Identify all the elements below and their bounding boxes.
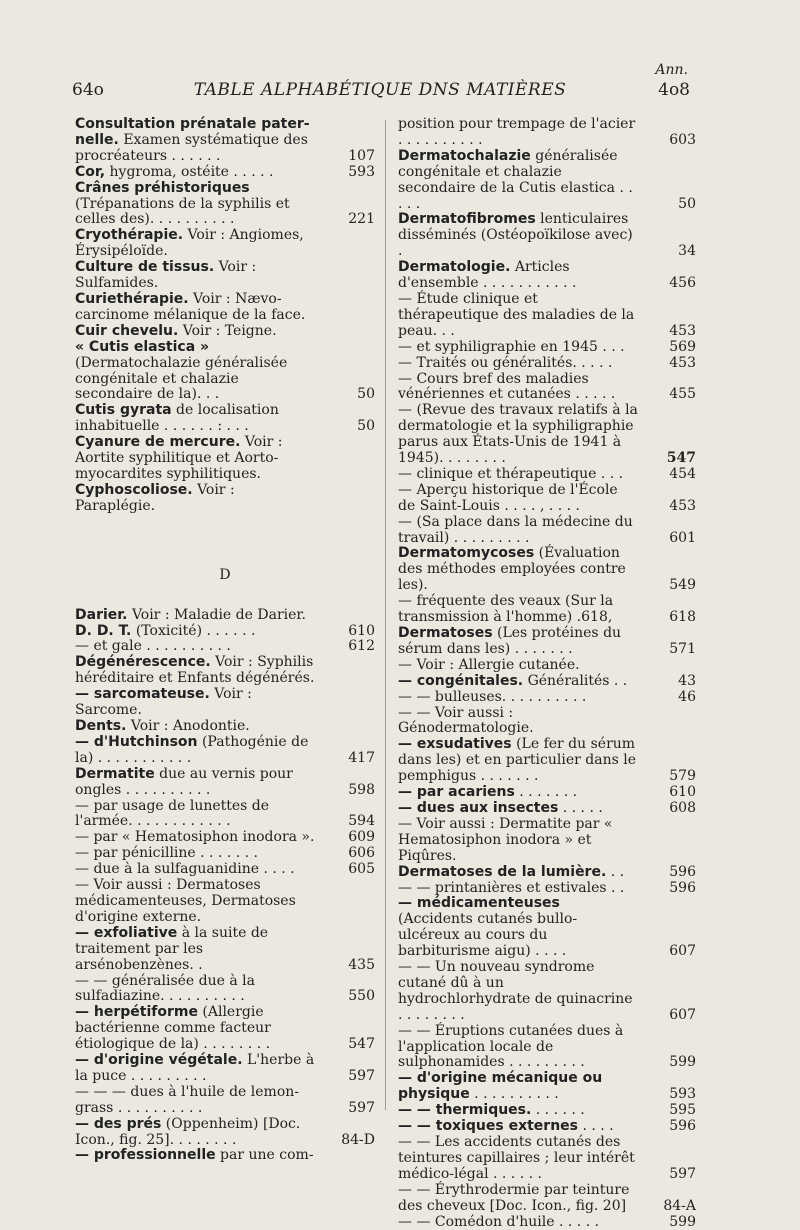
entry-text <box>398 801 638 817</box>
left-column <box>75 117 375 1164</box>
entry-text <box>398 372 638 404</box>
entry-description: généralisée congénitale et chalazie secondaire de la Cutis elastica . . . . . <box>398 147 633 212</box>
page-reference: 595 <box>669 1102 696 1119</box>
index-entry <box>398 706 696 738</box>
entry-text <box>398 865 638 881</box>
entry-description: (Le fer du sérum dans les) et en particulier dans le pemphigus . . . . . . . <box>398 736 636 785</box>
entry-keyword: — d'Hutchinson <box>75 733 198 750</box>
page-reference: 618 <box>669 609 696 626</box>
page-title: TABLE ALPHABÉTIQUE DNS MATIÈRES <box>193 80 567 100</box>
index-entry <box>75 117 375 165</box>
entry-keyword: « Cutis elastica » <box>75 338 210 355</box>
index-entry <box>398 658 696 674</box>
entry-text <box>398 546 638 594</box>
entry-description: (Trépanations de la syphilis et celles des). . . . . . . . . . <box>75 195 290 228</box>
page-reference: 605 <box>348 861 375 878</box>
entry-text <box>75 324 317 340</box>
entry-text <box>398 626 638 658</box>
index-entry <box>398 149 696 213</box>
entry-keyword: Cryothérapie. <box>75 227 184 244</box>
page-reference: 50 <box>678 195 696 212</box>
page-reference: 547 <box>348 1036 375 1053</box>
page-reference: 549 <box>669 577 696 594</box>
entry-text <box>398 896 638 960</box>
entry-text <box>75 639 317 655</box>
entry-description: (Évaluation des méthodes employées contre les). <box>398 545 626 594</box>
entry-text <box>75 608 317 624</box>
entry-description: L'herbe à la puce . . . . . . . . . <box>75 1052 315 1084</box>
index-entry <box>75 687 375 719</box>
entry-description: Examen systématique des procréateurs . . . . . . <box>75 131 308 164</box>
entry-text <box>398 1183 638 1215</box>
index-entry <box>398 817 696 865</box>
entry-description: . . . . . . <box>531 1102 585 1119</box>
entry-description: hygroma, ostéite . . . . . <box>105 163 274 180</box>
index-entry <box>398 865 696 881</box>
page-reference: 50 <box>357 418 375 435</box>
index-entry <box>398 690 696 706</box>
index-entry <box>75 624 375 640</box>
index-entry <box>398 546 696 594</box>
entry-text <box>75 1148 317 1164</box>
page-reference: 456 <box>669 275 696 292</box>
page-reference: 609 <box>348 829 375 846</box>
entry-keyword: — — thermiques. <box>398 1102 532 1119</box>
entry-keyword: Dégénérescence. <box>75 654 211 671</box>
entry-text <box>398 1103 638 1119</box>
entry-description: lenticulaires disséminés (Ostéopoïkilose avec) . <box>398 211 633 260</box>
page-reference: 453 <box>669 322 696 339</box>
entry-description: — — bulleuses. . . . . . . . . . <box>398 688 587 705</box>
entry-keyword: Cyanure de mercure. <box>75 434 241 451</box>
page-reference: 596 <box>669 863 696 880</box>
entry-description: Articles d'ensemble . . . . . . . . . . . <box>398 259 577 292</box>
entry-text <box>75 1085 317 1117</box>
index-entry <box>398 467 696 483</box>
entry-text <box>75 862 317 878</box>
index-entry <box>75 608 375 624</box>
index-entry <box>398 372 696 404</box>
page-number-left: 64o <box>72 80 104 100</box>
entry-text <box>75 687 317 719</box>
entry-description: position pour trempage de l'acier . . . . . . . . . . <box>398 116 636 148</box>
page-reference: 608 <box>669 799 696 816</box>
entry-description: — — généralisée due à la sulfadiazine. . . . . . . . . . <box>75 972 255 1005</box>
entry-text <box>75 974 317 1006</box>
entry-text <box>398 1119 638 1135</box>
entry-keyword: Culture de tissus. <box>75 259 215 276</box>
index-entry <box>75 878 375 926</box>
entry-description: — clinique et thérapeutique . . . <box>398 465 624 482</box>
entry-text <box>398 674 638 690</box>
entry-text <box>398 960 638 1024</box>
entry-keyword: Darier. <box>75 606 128 623</box>
entry-description: — Étude clinique et thérapeutique des maladies de la peau. . . <box>398 290 635 339</box>
entry-text <box>75 624 317 640</box>
entry-text <box>75 1117 317 1149</box>
entry-keyword: Curiethérapie. <box>75 290 189 307</box>
entry-text <box>75 767 317 799</box>
entry-keyword: Dermatite <box>75 765 155 782</box>
entry-text <box>75 165 317 181</box>
page-reference: 607 <box>669 943 696 960</box>
entry-keyword: Dermatoses de la lumière. <box>398 863 607 880</box>
page-reference: 597 <box>669 1165 696 1182</box>
entry-description: — — Voir aussi : Génodermatologie. <box>398 704 534 737</box>
page-reference: 596 <box>669 879 696 896</box>
entry-text <box>75 228 317 260</box>
entry-keyword: — dues aux insectes <box>398 799 559 816</box>
page-reference: 34 <box>678 243 696 260</box>
entry-text <box>398 356 638 372</box>
entry-description: (Pathogénie de la) . . . . . . . . . . . <box>75 733 309 766</box>
page-reference: 603 <box>669 131 696 148</box>
entry-description: — par usage de lunettes de l'armée. . . . . . . . . . . . <box>75 797 270 830</box>
entry-text <box>75 340 317 404</box>
entry-text <box>398 483 638 515</box>
entry-text <box>75 926 317 974</box>
index-entry <box>398 1183 696 1215</box>
page-reference: 606 <box>348 845 375 862</box>
page-reference: 599 <box>669 1213 696 1230</box>
entry-keyword: — congénitales. <box>398 672 524 689</box>
entry-description: Voir : Angiomes, Érysipéloïde. <box>75 227 304 260</box>
index-entry <box>75 1117 375 1149</box>
index-entry <box>75 655 375 687</box>
entry-keyword: Dermatomycoses <box>398 545 535 562</box>
page-reference: 593 <box>669 1086 696 1103</box>
entry-keyword: — médicamenteuses <box>398 895 560 912</box>
index-entry <box>398 626 696 658</box>
entries-d <box>75 608 375 1165</box>
index-entry <box>75 324 375 340</box>
entry-keyword: Dermatochalazie <box>398 147 531 164</box>
index-entry <box>75 228 375 260</box>
index-entry <box>398 212 696 260</box>
index-entry <box>398 801 696 817</box>
entry-description: — et syphiligraphie en 1945 . . . <box>398 338 625 355</box>
entry-keyword: — sarcomateuse. <box>75 686 210 703</box>
entry-description: — (Revue des travaux relatifs à la dermatologie et la syphiligraphie parus aux États-Unis de 1941 à 1945). . . . . . . . <box>398 402 638 467</box>
entry-keyword: Cor, <box>75 163 106 180</box>
entry-description: . . . . <box>578 1118 614 1135</box>
page-reference: 453 <box>669 497 696 514</box>
entry-description: Voir : Sarcome. <box>75 686 252 719</box>
entry-text <box>398 149 638 213</box>
page-reference: 46 <box>678 688 696 705</box>
page-reference: 597 <box>348 1067 375 1084</box>
entry-text <box>75 655 317 687</box>
entry-text <box>398 292 638 340</box>
entry-description: (Accidents cutanés bullo-ulcéreux au cours du barbiturisme aigu) . . . . <box>398 911 578 960</box>
entry-text <box>398 260 638 292</box>
entry-keyword: — d'origine végétale. <box>75 1052 243 1069</box>
index-entry <box>75 165 375 181</box>
entry-keyword: Cutis gyrata <box>75 402 172 419</box>
right-column <box>398 117 696 1230</box>
index-entry <box>398 1135 696 1183</box>
entry-description: — — Éruptions cutanées dues à l'application locale de sulphonamides . . . . . . . . . <box>398 1022 624 1071</box>
entry-description: Voir : Nævo-carcinome mélanique de la face. <box>75 290 306 323</box>
entry-description: — — printanières et estivales . . <box>398 879 625 896</box>
entry-description: due au vernis pour ongles . . . . . . . . . . <box>75 765 293 798</box>
entry-text <box>75 1053 317 1085</box>
entry-text <box>398 212 638 260</box>
entry-description: — Traités ou généralités. . . . . <box>398 354 613 371</box>
index-entry <box>75 767 375 799</box>
page-reference: 455 <box>669 386 696 403</box>
entry-text <box>75 483 317 515</box>
page-reference: 593 <box>348 163 375 180</box>
running-header <box>60 60 700 110</box>
entry-text <box>75 403 317 435</box>
index-entry <box>75 1085 375 1117</box>
index-entry <box>75 799 375 831</box>
entry-description: Voir : Syphilis héréditaire et Enfants dégénérés. <box>75 654 315 687</box>
page-reference: 571 <box>669 640 696 657</box>
entry-text <box>398 467 638 483</box>
page-reference: 107 <box>348 147 375 164</box>
index-entry <box>75 639 375 655</box>
index-entry <box>398 1119 696 1135</box>
index-entry <box>398 515 696 547</box>
entry-description: Voir : Paraplégie. <box>75 481 235 514</box>
entry-keyword: — professionnelle <box>75 1147 216 1164</box>
entry-keyword: — exsudatives <box>398 736 512 753</box>
index-entry <box>75 862 375 878</box>
entry-text <box>75 846 317 862</box>
index-entry <box>398 1103 696 1119</box>
entry-description: — fréquente des veaux (Sur la transmission à l'homme) .618, <box>398 593 614 626</box>
entry-description: (Allergie bactérienne comme facteur étiologique de la) . . . . . . . . <box>75 1004 271 1053</box>
page-reference: 594 <box>348 813 375 830</box>
index-entry <box>75 1148 375 1164</box>
page-reference: 550 <box>348 988 375 1005</box>
page-reference: 599 <box>669 1054 696 1071</box>
entry-keyword: — d'origine mécanique ou physique <box>398 1070 603 1103</box>
page-reference: 601 <box>669 529 696 546</box>
index-entry <box>75 735 375 767</box>
page-reference: 569 <box>669 338 696 355</box>
entry-text <box>75 260 317 292</box>
index-entry <box>75 926 375 974</box>
entry-text <box>398 1071 638 1103</box>
index-entry <box>398 737 696 785</box>
entry-description: Voir : Teigne. <box>178 322 277 339</box>
entry-description: — et gale . . . . . . . . . . <box>75 638 231 655</box>
page-reference: 435 <box>348 956 375 973</box>
entry-description: — — Comédon d'huile . . . . . <box>398 1213 600 1230</box>
index-entry <box>398 292 696 340</box>
entry-text <box>398 403 638 467</box>
entry-keyword: — exfoliative <box>75 924 178 941</box>
page-reference: 84-D <box>341 1131 375 1148</box>
index-entry <box>398 117 696 149</box>
entry-description: (Les protéines du sérum dans les) . . . . . . . <box>398 625 622 657</box>
entry-text <box>398 785 638 801</box>
entry-keyword: Consultation prénatale pater-nelle. <box>75 116 310 148</box>
page-reference: 221 <box>348 211 375 228</box>
index-entry <box>75 1053 375 1085</box>
page-reference: 596 <box>669 1118 696 1135</box>
entry-description: — — Un nouveau syndrome cutané dû à un hydrochlorhydrate de quinacrine . . . . . . . . <box>398 959 633 1023</box>
page-reference: 50 <box>357 386 375 403</box>
entry-text <box>398 1215 638 1230</box>
page-reference: 454 <box>669 465 696 482</box>
entry-keyword: Dermatoses <box>398 625 493 641</box>
entry-text <box>398 340 638 356</box>
page-number-right: 4o8 <box>658 80 690 100</box>
index-entry <box>75 435 375 483</box>
entry-text <box>75 181 317 229</box>
page-reference: 610 <box>669 784 696 801</box>
index-entry <box>75 181 375 229</box>
index-entry <box>75 483 375 515</box>
page-reference: 612 <box>348 638 375 655</box>
entry-description: . . <box>606 863 625 880</box>
entry-description: Généralités . . <box>523 672 628 689</box>
entry-text <box>398 690 638 706</box>
entry-description: Voir : Anodontie. <box>126 718 250 734</box>
entry-description: de localisation inhabituelle . . . . . . : . . . <box>75 402 279 435</box>
index-entry <box>75 974 375 1006</box>
entry-description: — — Les accidents cutanés des teintures capillaires ; leur intérêt médico-légal . . . . . . <box>398 1134 635 1182</box>
index-entry <box>398 594 696 626</box>
index-entry <box>398 674 696 690</box>
entry-text <box>398 1135 638 1183</box>
index-entry <box>75 719 375 735</box>
page-reference: 84-A <box>663 1197 696 1214</box>
entry-keyword: Dermatofibromes <box>398 211 536 228</box>
entry-keyword: Crânes préhistoriques <box>75 179 250 196</box>
entry-description: . . . . . . . <box>514 784 578 801</box>
index-entry <box>75 340 375 404</box>
index-entry <box>75 260 375 292</box>
entry-keyword: Cuir chevelu. <box>75 322 179 339</box>
index-entry <box>75 292 375 324</box>
entry-description: Voir : Sulfamides. <box>75 259 257 292</box>
index-entry <box>398 356 696 372</box>
page-reference: 597 <box>348 1099 375 1116</box>
entry-text <box>398 881 638 897</box>
entry-text <box>398 658 638 674</box>
entry-description: — due à la sulfaguanidine . . . . <box>75 861 295 878</box>
index-entry <box>398 340 696 356</box>
page-reference: 598 <box>348 781 375 798</box>
entries-d-continued <box>398 117 696 1230</box>
entry-text <box>75 435 317 483</box>
entry-text <box>398 737 638 785</box>
index-entry <box>398 1024 696 1072</box>
entry-description: par une com- <box>215 1147 314 1164</box>
entry-description: (Toxicité) . . . . . . <box>131 622 256 639</box>
page-reference: 547 <box>666 450 696 467</box>
entry-text <box>75 799 317 831</box>
entry-text <box>398 706 638 738</box>
page-reference: 43 <box>678 672 696 689</box>
entry-text <box>398 515 638 547</box>
page-reference: 453 <box>669 354 696 371</box>
index-entry <box>398 260 696 292</box>
entry-description: — Voir aussi : Dermatoses médicamenteuses, Dermatoses d'origine externe. <box>75 877 296 925</box>
page-reference: 579 <box>669 768 696 785</box>
entry-text <box>75 878 317 926</box>
entry-description: — — — dues à l'huile de lemon-grass . . . . . . . . . . <box>75 1083 300 1116</box>
index-entry <box>75 830 375 846</box>
entry-text <box>75 735 317 767</box>
entry-text <box>75 1005 317 1053</box>
entry-description: — Cours bref des maladies vénériennes et cutanées . . . . . <box>398 370 616 403</box>
entry-keyword: D. D. T. <box>75 622 132 639</box>
entry-description: — Voir : Allergie cutanée. <box>398 656 580 673</box>
entry-text <box>75 117 317 165</box>
entry-text <box>75 719 317 735</box>
entry-description: Voir : Aortite syphilitique et Aorto-myocardites syphilitiques. <box>75 434 283 482</box>
entry-keyword: — — toxiques externes <box>398 1118 578 1135</box>
entry-text <box>75 830 317 846</box>
entry-keyword: Dents. <box>75 718 127 734</box>
page-reference: 607 <box>669 1006 696 1023</box>
entry-keyword: Cyphoscoliose. <box>75 481 193 498</box>
entry-keyword: Dermatologie. <box>398 259 511 276</box>
entry-text <box>398 817 638 865</box>
entry-text <box>75 292 317 324</box>
entry-description: (Oppenheim) [Doc. Icon., fig. 25]. . . . . . . . <box>75 1115 301 1148</box>
entry-description: (Dermatochalazie généralisée congénitale et chalazie secondaire de la). . . <box>75 354 288 403</box>
index-entry <box>398 1071 696 1103</box>
index-entry <box>75 846 375 862</box>
index-entry <box>398 483 696 515</box>
entry-description: — Voir aussi : Dermatite par « Hematosiphon inodora » et Piqûres. <box>398 815 613 864</box>
entry-description: . . . . . . . . . . <box>469 1086 559 1103</box>
page-reference: 417 <box>348 749 375 766</box>
index-entry <box>75 403 375 435</box>
entry-description: . . . . . <box>558 799 603 816</box>
annotation-ann: Ann. <box>655 62 688 78</box>
entry-keyword: — par acariens <box>398 784 515 801</box>
index-entry <box>398 896 696 960</box>
index-entry <box>398 403 696 467</box>
entry-keyword: — herpétiforme <box>75 1004 198 1021</box>
entries-c <box>75 117 375 515</box>
entry-text <box>398 594 638 626</box>
index-entry <box>398 785 696 801</box>
entry-keyword: — des prés <box>75 1115 162 1132</box>
entry-description: — — Érythrodermie par teinture des cheveux [Doc. Icon., fig. 20] <box>398 1181 630 1214</box>
entry-description: — (Sa place dans la médecine du travail) . . . . . . . . . <box>398 513 633 546</box>
entry-description: Voir : Maladie de Darier. <box>127 606 306 623</box>
index-entry <box>398 881 696 897</box>
index-entry <box>398 1215 696 1230</box>
entry-description: — par pénicilline . . . . . . . <box>75 845 258 862</box>
index-entry <box>398 960 696 1024</box>
section-letter: D <box>219 566 231 583</box>
index-entry <box>75 1005 375 1053</box>
entry-description: — par « Hematosiphon inodora ». <box>75 829 315 846</box>
entry-description: à la suite de traitement par les arsénobenzènes. . <box>75 924 269 973</box>
entry-text <box>398 1024 638 1072</box>
column-divider <box>385 120 386 1110</box>
entry-text <box>398 117 638 149</box>
page-reference: 610 <box>348 622 375 639</box>
entry-description: — Aperçu historique de l'École de Saint-Louis . . . . , . . . . <box>398 481 618 514</box>
